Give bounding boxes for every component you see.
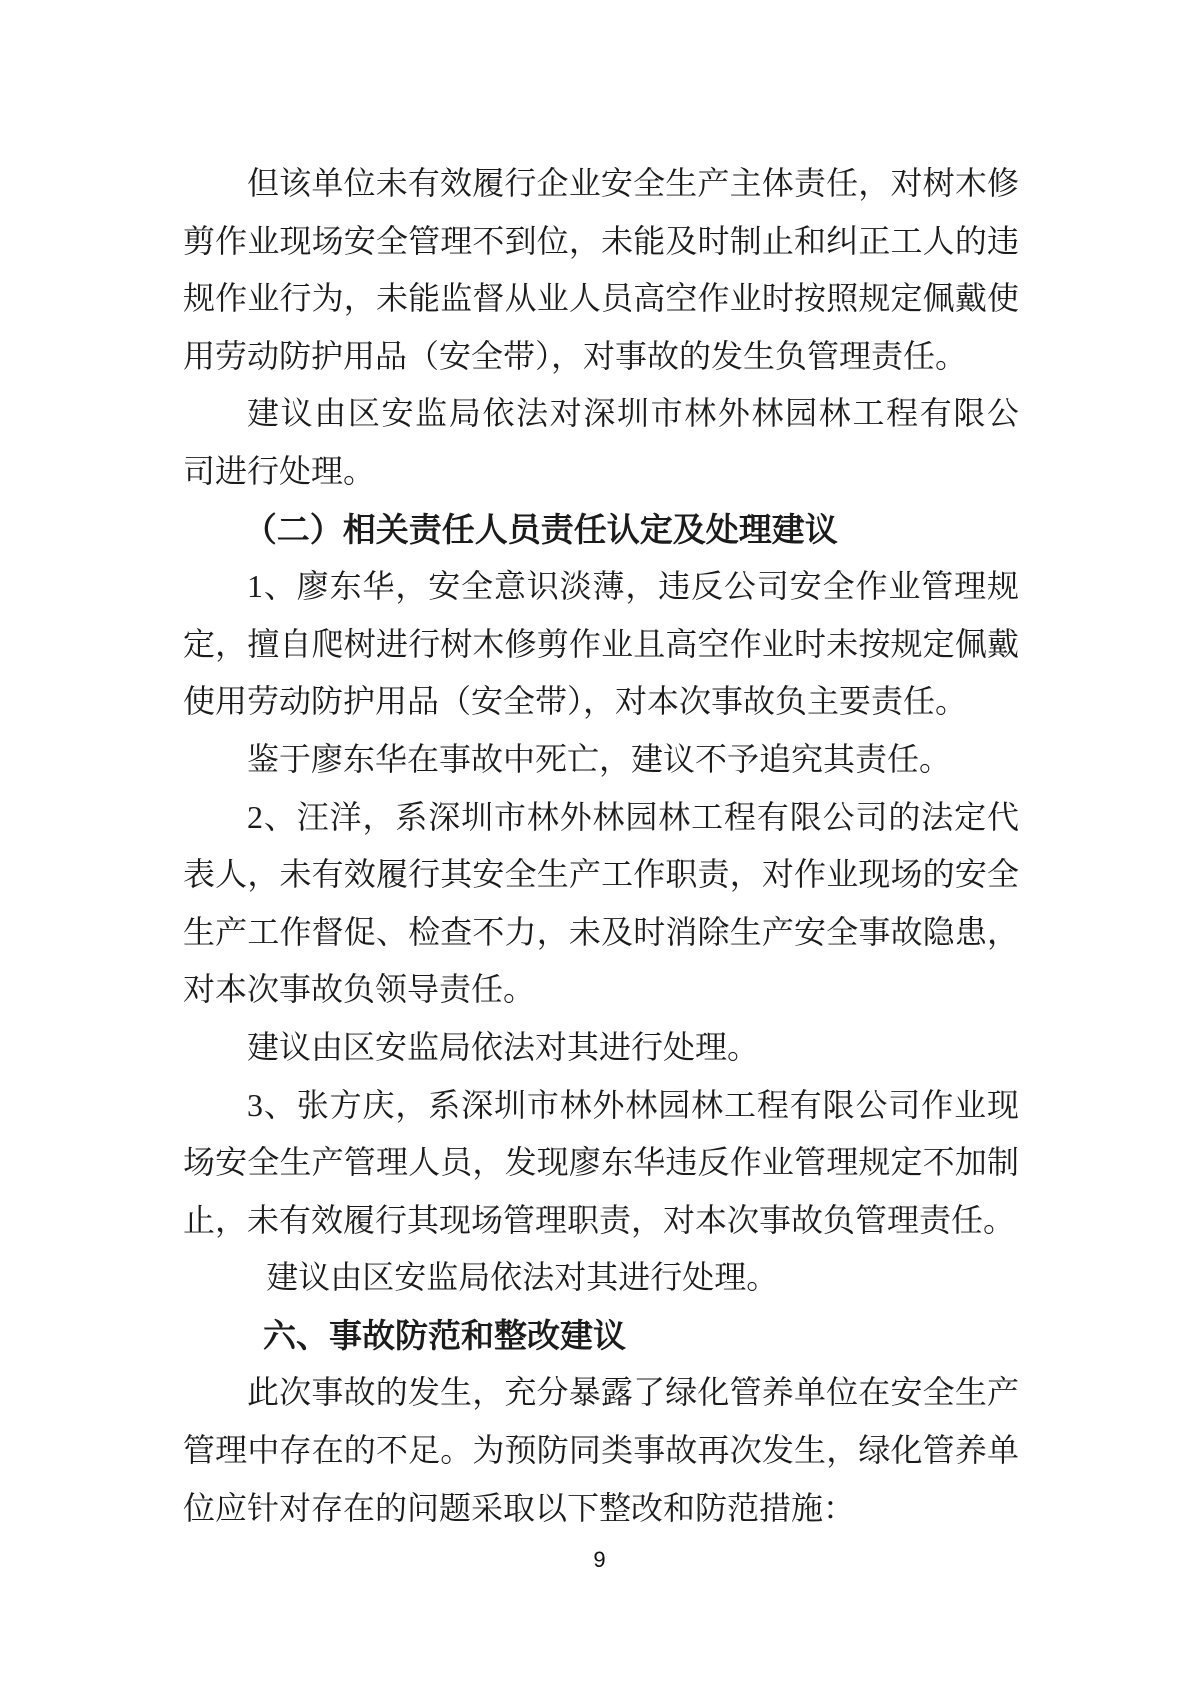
text-line: 3、张方庆，系深圳市林外林园林工程有限公司作业现 [247,1086,1019,1123]
text-line: 表人，未有效履行其安全生产工作职责，对作业现场的安全 [183,856,1019,893]
text-line: 场安全生产管理人员，发现廖东华违反作业管理规定不加制 [183,1144,1019,1181]
text-line: 对本次事故负领导责任。 [183,971,536,1008]
text-line: 鉴于廖东华在事故中死亡，建议不予追究其责任。 [247,740,952,777]
text-line: 使用劳动防护用品（安全带），对本次事故负主要责任。 [183,683,968,720]
page-footer [0,1546,1199,1574]
text-line: 1、廖东华，安全意识淡薄，违反公司安全作业管理规 [247,568,1019,605]
page-number: 9 [593,1547,606,1572]
text-line: 位应针对存在的问题采取以下整改和防范措施： [183,1489,856,1526]
text-line: 生产工作督促、检查不力，未及时消除生产安全事故隐患， [183,913,1019,950]
text-line: 规作业行为，未能监督从业人员高空作业时按照规定佩戴使 [183,280,1019,317]
section-heading: （二）相关责任人员责任认定及处理建议 [243,510,838,548]
text-line: 2、汪洋，系深圳市林外林园林工程有限公司的法定代 [247,798,1019,835]
text-line: 此次事故的发生，充分暴露了绿化管养单位在安全生产 [247,1374,1019,1411]
text-line: 管理中存在的不足。为预防同类事故再次发生，绿化管养单 [183,1432,1019,1469]
document-text-block [183,155,1019,1537]
text-line: 但该单位未有效履行企业安全生产主体责任，对树木修 [247,165,1019,201]
text-line: 定，擅自爬树进行树木修剪作业且高空作业时未按规定佩戴 [183,625,1019,662]
text-line: 建议由区安监局依法对其进行处理。 [247,1028,760,1065]
text-line: 剪作业现场安全管理不到位，未能及时制止和纠正工人的违 [183,222,1019,259]
text-line: 止，未有效履行其现场管理职责，对本次事故负管理责任。 [183,1201,1016,1238]
text-line: 建议由区安监局依法对深圳市林外林园林工程有限公 [247,395,1019,432]
text-line: 建议由区安监局依法对其进行处理。 [266,1259,779,1296]
text-line: 司进行处理。 [183,452,376,489]
section-heading: 六、事故防范和整改建议 [263,1316,626,1354]
text-line: 用劳动防护用品（安全带），对事故的发生负管理责任。 [183,337,968,374]
